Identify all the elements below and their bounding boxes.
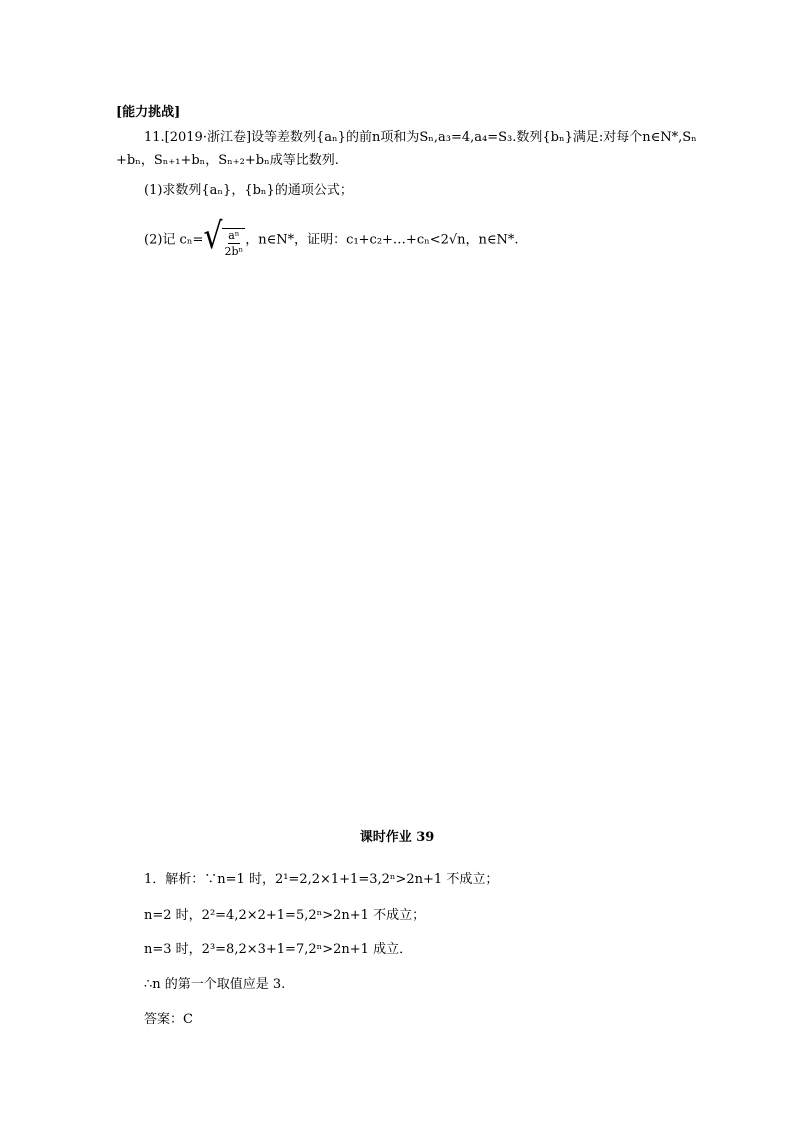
answer-line: 答案：C <box>144 1012 193 1027</box>
problem-line-2: +bₙ，Sₙ₊₁+bₙ，Sₙ₊₂+bₙ成等比数列. <box>116 153 339 168</box>
problem-line-1: 11.[2019·浙江卷]设等差数列{aₙ}的前n项和为Sₙ,a₃=4,a₄=S₃.数列{bₙ}满足:对每个n∈N*,Sₙ <box>144 130 697 145</box>
problem-part-1: (1)求数列{aₙ}，{bₙ}的通项公式； <box>144 183 353 198</box>
fraction-denominator: 2bⁿ <box>224 244 244 258</box>
problem-part-2 <box>144 215 519 258</box>
section-heading: [能力挑战] <box>116 105 181 120</box>
square-root-expression <box>203 215 245 258</box>
homework-title: 课时作业 39 <box>359 830 435 845</box>
fraction <box>222 228 245 258</box>
part-2-suffix: ，n∈N*，证明：c₁+c₂+…+cₙ<2√n，n∈N*. <box>245 232 519 248</box>
part-2-prefix: (2)记 cₙ= <box>144 232 204 248</box>
solution-line-3: n=3 时，2³=8,2×3+1=7,2ⁿ>2n+1 成立． <box>144 942 413 957</box>
solution-line-1: 1．解析：∵n=1 时，2¹=2,2×1+1=3,2ⁿ>2n+1 不成立； <box>144 872 499 887</box>
solution-line-2: n=2 时，2²=4,2×2+1=5,2ⁿ>2n+1 不成立； <box>144 908 426 923</box>
radical-sign-icon: √ <box>203 215 223 258</box>
solution-line-4: ∴n 的第一个取值应是 3. <box>144 977 286 992</box>
fraction-numerator: aⁿ <box>228 228 240 242</box>
